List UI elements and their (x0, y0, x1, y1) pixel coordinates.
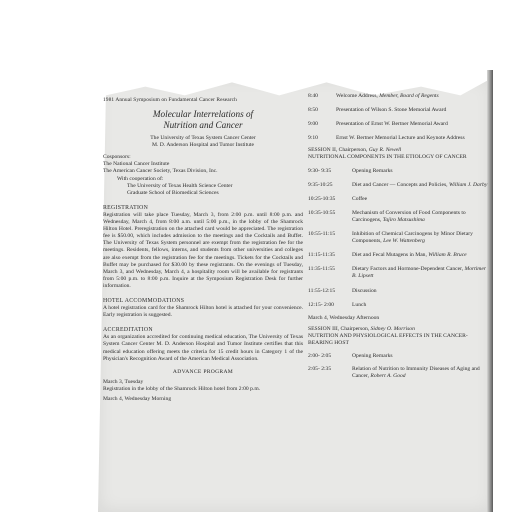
registration-heading: REGISTRATION (103, 204, 149, 211)
title-line-1: Molecular Interrelations of (152, 109, 254, 120)
program-desc: Diet and Fecal Mutagens in Man, William R. Bruce (352, 252, 467, 259)
program-time: 11:55-12:15 (308, 287, 336, 294)
program-time: 10:55-11:15 (308, 231, 336, 238)
org-line-1: The University of Texas System Cancer Center (150, 135, 256, 142)
program-desc: Welcome Address, Member, Board of Regents (336, 93, 439, 99)
program-row (308, 210, 490, 224)
program-time: 10:35-10:55 (308, 209, 336, 216)
registration-text: Registration will take place Tuesday, March 3, from 2:00 p.m. until 8:00 p.m. and Wednesday, March 4, from 8:00 a.m. until 5:00 p.m., in the lobby of the Shamrock Hilton Hotel. Preregistration on the attached card would be appreciated. The registration fee is $50.00, which includes admission to the meetings and the Cocktails and Buffet. The University of Texas System personnel are exempt from the registration fee for the meetings. Residents, fellows, interns, and students from other universities and colleges are also exempt from the registration fee for the meetings. Tickets for the Cocktails and Buffet may be purchased for $30.00 by these registrants. On the evenings of Tuesday, March 3, and Wednesday, March 4, a hospitality room will be available for registrants from 5:00 p.m. to 8:00 p.m. Inquire at the Symposium Registration Desk for further information. (103, 211, 303, 289)
hotel-heading: HOTEL ACCOMMODATIONS (103, 297, 185, 304)
cooperation-2: Graduate School of Biomedical Sciences (127, 189, 219, 196)
advance-program-heading: ADVANCE PROGRAM (172, 368, 234, 375)
program-time: 2:05- 2:35 (308, 366, 332, 373)
cosponsors-label: Cosponsors: (103, 154, 131, 161)
program-row (308, 93, 490, 100)
top-program-list (308, 93, 490, 142)
org-line-2: M. D. Anderson Hospital and Tumor Institute (152, 142, 254, 149)
march3-text: Registration in the lobby of the Shamrock Hilton hotel from 2:00 p.m. (103, 385, 261, 392)
program-desc: Relation of Nutrition to Immunity Diseases of Aging and Cancer, Robert A. Good (352, 366, 480, 380)
program-row (308, 288, 490, 295)
program-desc: Coffee (352, 195, 368, 202)
program-row (308, 366, 490, 380)
march3-heading: March 3, Tuesday (103, 378, 144, 385)
program-row (308, 252, 490, 259)
program-time: 11:15-11:35 (308, 252, 335, 259)
program-row (308, 121, 490, 128)
page-title (103, 109, 303, 131)
program-desc: Presentation of Ernst W. Bertner Memorial Award (336, 121, 448, 128)
program-time: 9:30- 9:35 (308, 167, 332, 174)
program-row (308, 168, 490, 175)
program-row (308, 353, 490, 360)
accreditation-heading: ACCREDITATION (103, 327, 153, 334)
cooperation-label: With cooperation of: (117, 175, 164, 182)
program-desc: Dietary Factors and Hormone-Dependent Cancer, Mortimer B. Lipsett (352, 266, 486, 280)
program-desc: Lunch (352, 301, 367, 308)
program-desc: Inhibition of Chemical Carcinogens by Minor Dietary Components, Lee W. Wattenberg (352, 231, 473, 245)
program-row (308, 135, 490, 142)
program-time: 2:00- 2:05 (308, 353, 332, 360)
program-desc: Mechanism of Conversion of Food Components to Carcinogens, Tajiro Matsushima (352, 209, 466, 223)
title-line-2: Nutrition and Cancer (163, 120, 243, 131)
program-time: 11:35-11:55 (308, 266, 335, 273)
accreditation-text: As an organization accredited for continuing medical education, The University of Texas System Cancer Center M. D. Anderson Hospital and Tumor Institute certifies that this medical education offering meets the criteria for 15 credit hours in Category 1 of the Physician's Recognition Award of the American Medical Association. (103, 334, 303, 362)
program-desc: Discussion (352, 287, 377, 294)
program-time: 9:10 (308, 135, 318, 142)
session-3-subtitle: NUTRITION AND PHYSIOLOGICAL EFFECTS IN THE CANCER-BEARING HOST (308, 332, 468, 346)
symposium-header: 1981 Annual Symposium on Fundamental Cancer Research (103, 97, 237, 103)
right-column (308, 93, 490, 382)
session-2-list (308, 168, 490, 309)
cosponsor-1: The National Cancer Institute (103, 161, 170, 168)
program-row (308, 266, 490, 280)
session-2-subtitle: NUTRITIONAL COMPONENTS IN THE ETIOLOGY OF CANCER (308, 154, 467, 161)
program-time: 8:40 (308, 93, 318, 99)
hotel-text: A hotel registration card for the Shamrock Hilton hotel is attached for your convenience. Early registration is suggested. (103, 305, 303, 319)
march4-morning-heading: March 4, Wednesday Morning (103, 396, 172, 402)
program-row (308, 231, 490, 245)
program-row (308, 182, 490, 189)
session-3-heading: SESSION III, Chairperson, Sidney O. Morrison NUTRITION AND PHYSIOLOGICAL EFFECTS IN THE CANCER-BEARING HOST (308, 326, 490, 347)
program-time: 9:00 (308, 121, 318, 128)
program-row (308, 196, 490, 203)
program-desc: Opening Remarks (352, 353, 393, 360)
program-row (308, 302, 490, 309)
march4-afternoon-heading: March 4, Wednesday Afternoon (308, 314, 380, 321)
program-time: 8:50 (308, 107, 318, 114)
left-column (103, 97, 303, 403)
program-desc: Presentation of Wilson S. Stone Memorial Award (336, 107, 447, 114)
session-3-list (308, 353, 490, 380)
cooperation-1: The University of Texas Health Science Center (127, 182, 233, 189)
cosponsor-2: The American Cancer Society, Texas Division, Inc. (103, 168, 218, 175)
program-desc: Diet and Cancer — Concepts and Policies, William J. Darby (352, 181, 488, 188)
program-time: 9:35-10:25 (308, 181, 333, 188)
program-time: 12:15- 2:00 (308, 301, 334, 308)
program-row (308, 107, 490, 114)
program-desc: Ernst W. Bertner Memorial Lecture and Keynote Address (336, 135, 465, 142)
program-desc: Opening Remarks (352, 167, 393, 174)
program-time: 10:25-10:35 (308, 195, 336, 202)
session-2-heading: SESSION II, Chairperson, Guy R. Newell NUTRITIONAL COMPONENTS IN THE ETIOLOGY OF CANCER (308, 147, 490, 161)
